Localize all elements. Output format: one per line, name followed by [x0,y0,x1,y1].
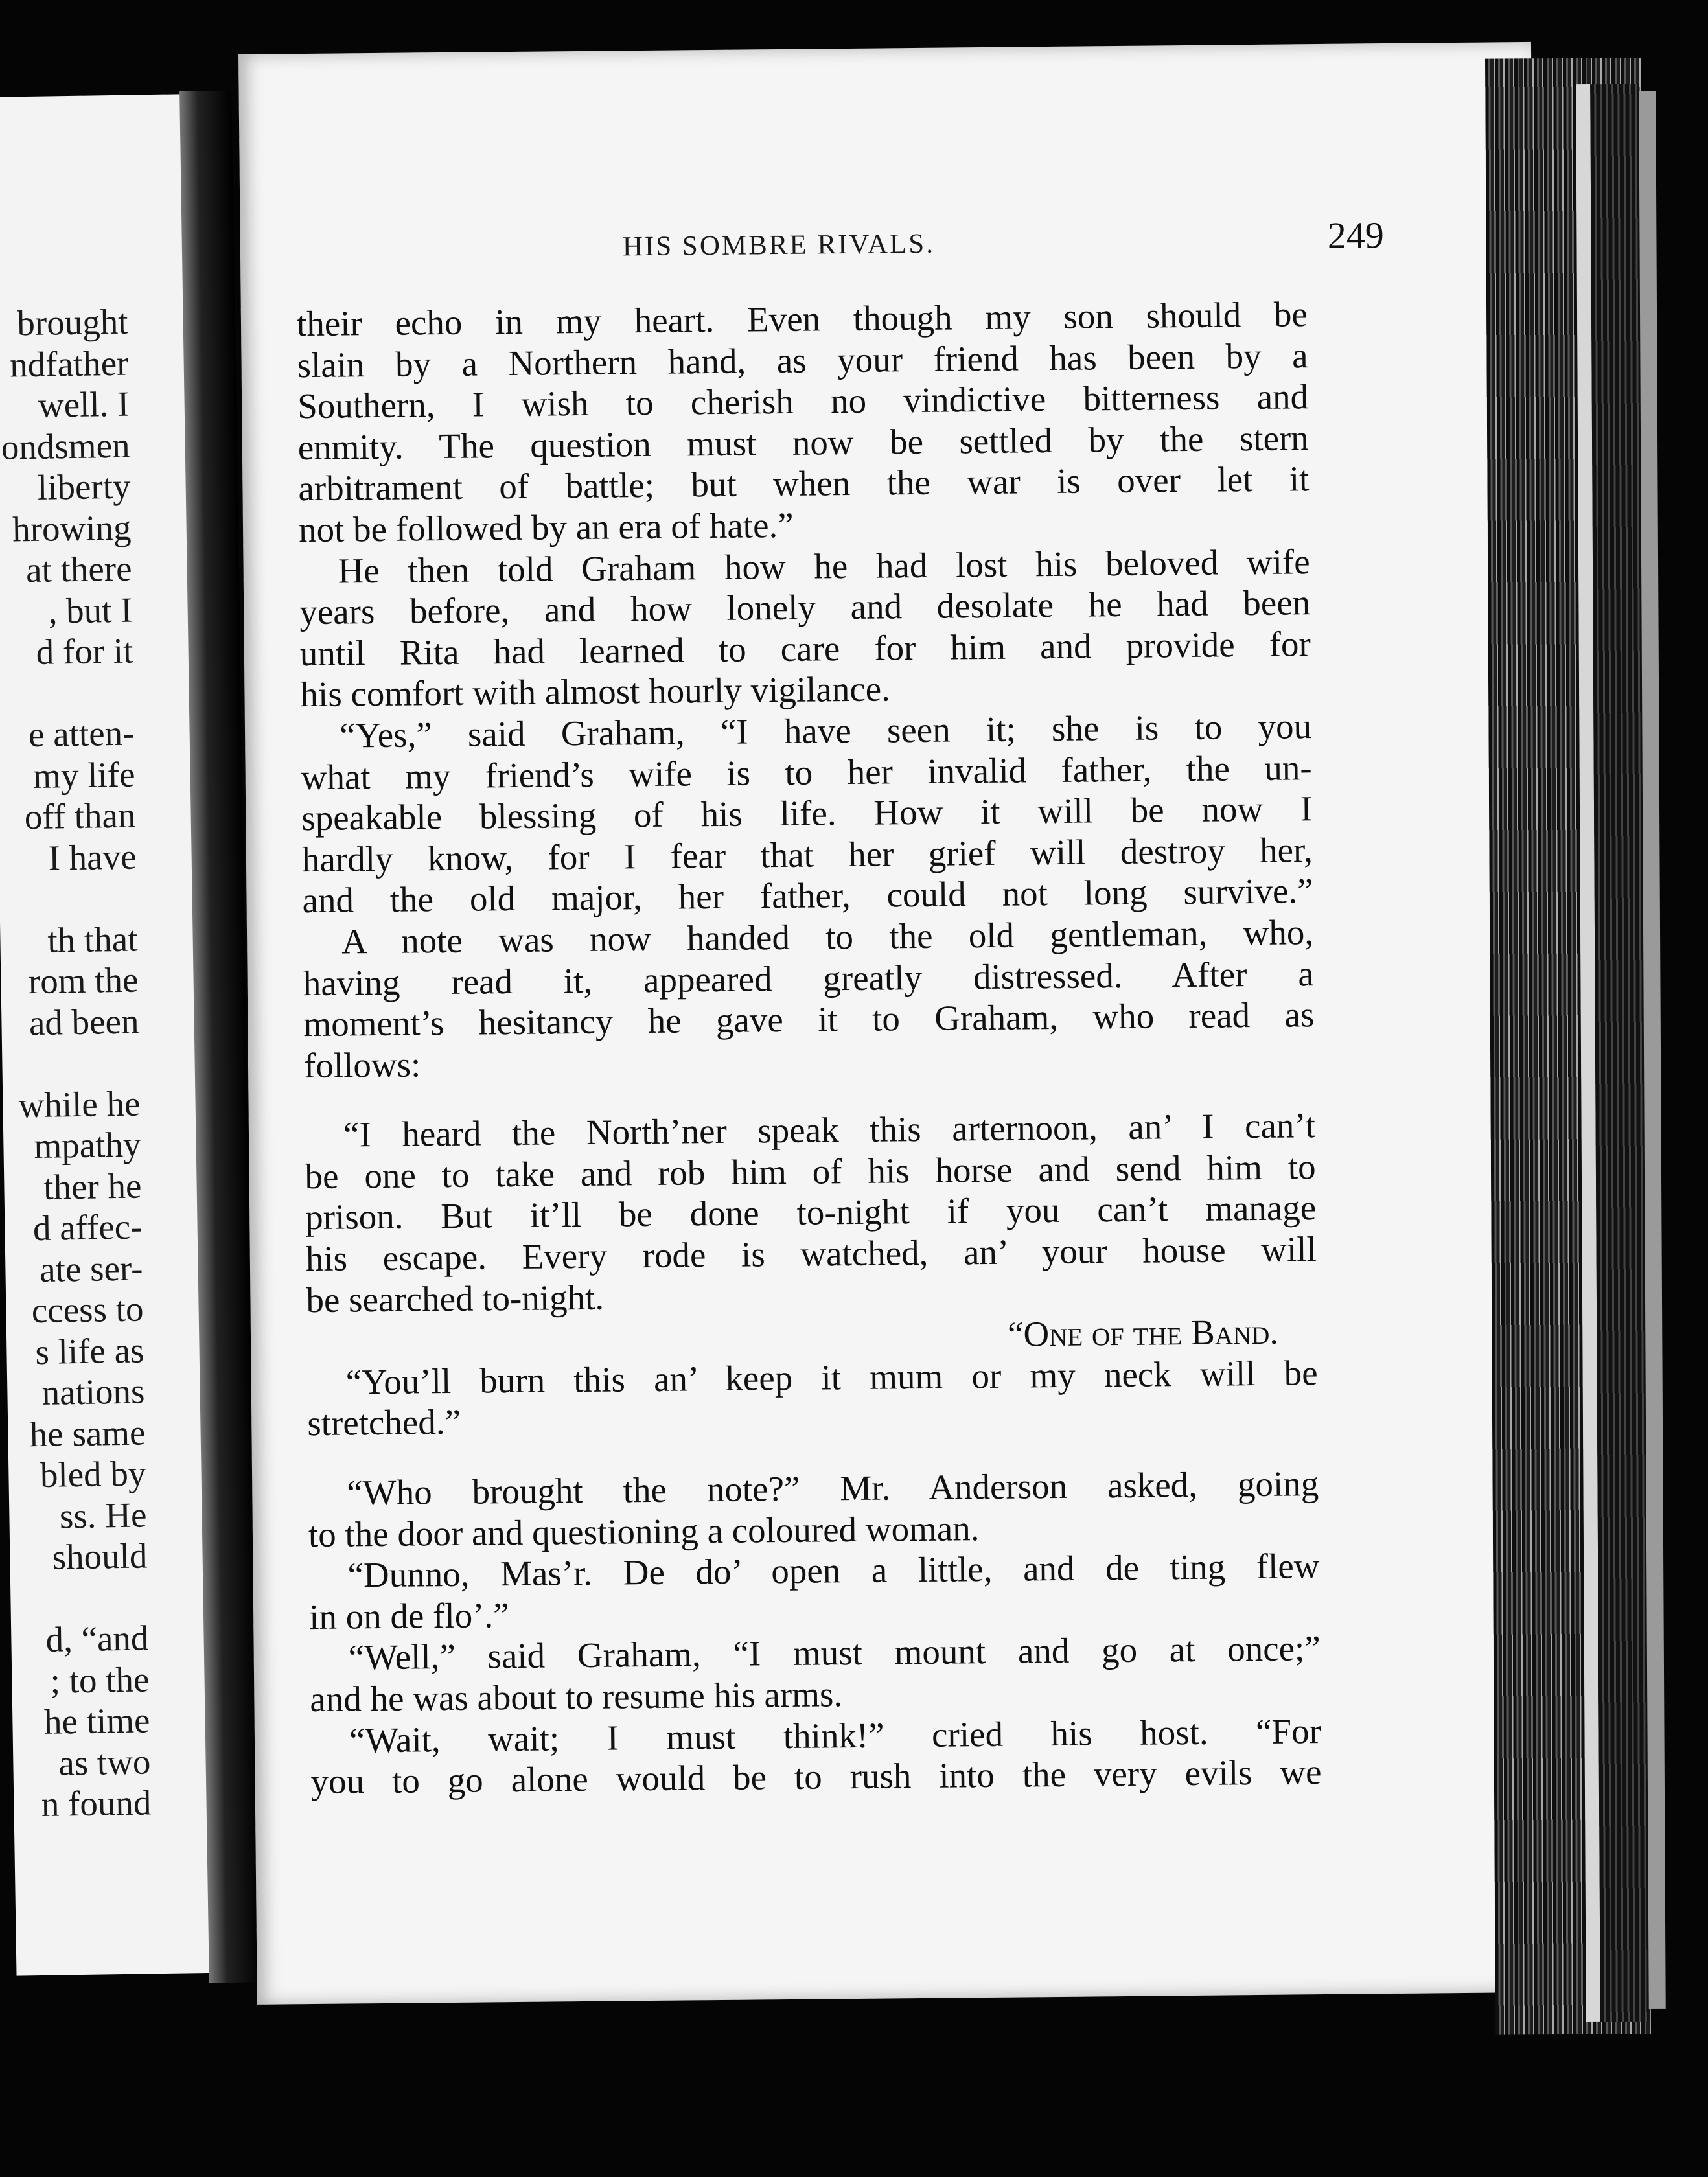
text-line: to the door and questioning a coloured woman. [308,1508,980,1554]
facing-line: off than [24,795,136,837]
facing-line [0,1041,140,1087]
facing-line: well. I [38,384,130,425]
text-line: He then told Graham how he had lost his beloved wife [338,541,1310,591]
facing-line: th that [47,919,138,960]
letter-line: “I heard the North’ner speak this arternoon, an’ I can’t [343,1105,1316,1155]
text-line: A note was now handed to the old gentleman, who, [341,912,1314,962]
facing-line: I have [48,836,137,878]
letter-signature: “One of the Band. [1007,1311,1279,1354]
letter-line: be one to take and rob him of his horse and send him to [305,1146,1316,1196]
facing-line: s life as [34,1330,144,1372]
text-line: moment’s hesitancy he gave it to Graham, who read as [303,995,1315,1044]
facing-line [0,877,137,923]
facing-line: ondsmen [1,425,130,467]
facing-line: mpathy [33,1124,141,1166]
text-line: their echo in my heart. Even though my son should be [296,294,1308,344]
facing-line: he same [29,1412,146,1454]
facing-line: ; to the [50,1659,150,1701]
running-head: HIS SOMBRE RIVALS. [622,228,936,262]
facing-line: ccess to [31,1289,144,1331]
facing-line: nations [41,1371,145,1412]
text-line: “Yes,” said Graham, “I have seen it; she is to you [339,706,1312,755]
facing-line: my life [32,754,135,796]
facing-line: e atten- [28,713,135,755]
facing-line: n found [41,1782,152,1825]
text-line: speakable blessing of his life. How it will be now I [301,789,1313,838]
facing-line [0,1576,148,1622]
letter-line: prison. But it’ll be done to-night if you can’t manage [305,1188,1317,1238]
facing-line: rom the [28,960,139,1002]
facing-line: brought [16,301,128,343]
text-line: until Rita had learned to care for him and provide for [299,623,1311,673]
page [238,42,1550,2005]
facing-line: liberty [37,466,131,507]
text-line: and he was about to resume his arms. [310,1674,843,1720]
facing-line: ad been [29,1000,139,1042]
text-line: arbitrament of battle; but when the war is over let it [298,459,1310,509]
facing-line: as two [58,1741,151,1783]
text-line: his comfort with almost hourly vigilance. [300,669,891,715]
text-line: you to go alone would be to rush into the very evils we [310,1752,1322,1802]
facing-line [0,671,134,717]
text-line: years before, and how lonely and desolate he had been [299,582,1311,632]
facing-line: bled by [40,1453,146,1495]
facing-line: should [52,1536,148,1577]
facing-line: ndfather [9,343,129,384]
facing-line: d, “and [45,1618,149,1659]
text-line: and the old major, her father, could not long survive.” [302,871,1313,921]
text-line: “Dunno, Mas’r. De do’ open a little, and de ting flew [347,1546,1320,1595]
text-line: not be followed by an era of hate.” [298,505,794,550]
text-line: having read it, appeared greatly distressed. After a [303,953,1314,1003]
facing-line: while he [18,1083,141,1125]
facing-line: at there [25,548,132,590]
body-text [297,294,1322,1803]
facing-line: d affec- [32,1206,143,1249]
letter-line: stretched.” [306,1402,461,1444]
facing-line: ate ser- [39,1247,143,1289]
text-line: follows: [303,1044,421,1085]
text-line: enmity. The question must now be settled by the stern [297,417,1310,467]
facing-line: hrowing [12,507,132,549]
page-number: 249 [1327,214,1385,257]
letter-line: “You’ll burn this an’ keep it mum or my neck will be [345,1352,1318,1402]
text-line: hardly know, for I fear that her grief will destroy her, [301,829,1313,879]
text-line: slain by a Northern hand, as your friend has been by a [297,335,1308,385]
letter-line: his escape. Every rode is watched, an’ your house will [305,1229,1317,1279]
facing-page-text [0,301,152,1828]
facing-line: , but I [48,590,133,631]
facing-line: he time [43,1700,150,1742]
text-line: “Who brought the note?” Mr. Anderson asked, going [347,1464,1319,1513]
facing-line: ther he [43,1165,142,1207]
text-line: “Wait, wait; I must think!” cried his host. “For [349,1710,1322,1760]
letter-line: be searched to-night. [306,1277,605,1320]
text-line: Southern, I wish to cherish no vindictive bitterness and [297,376,1309,426]
facing-line: ss. He [59,1494,147,1536]
text-line: in on de flo’.” [308,1595,509,1637]
facing-line: d for it [36,630,133,672]
text-line: “Well,” said Graham, “I must mount and go at once;” [348,1628,1321,1677]
text-line: what my friend’s wife is to her invalid father, the un- [301,747,1312,797]
